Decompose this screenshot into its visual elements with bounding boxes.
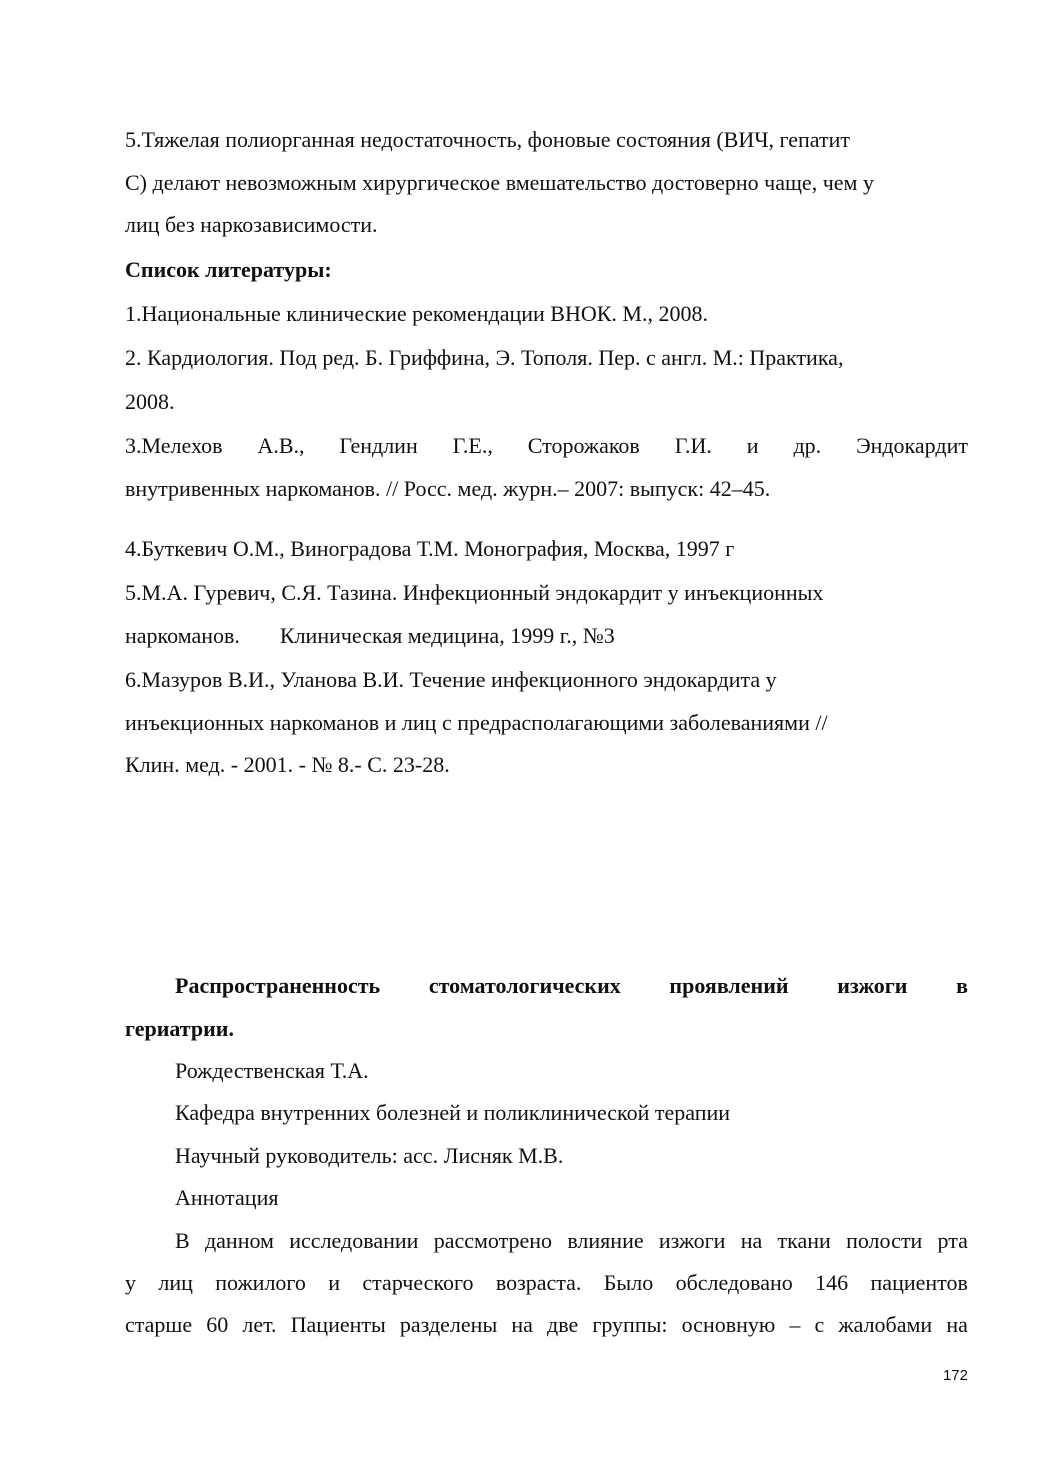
reference-5-line-1: 5.М.А. Гуревич, С.Я. Тазина. Инфекционный эндокардит у инъекционных (125, 580, 824, 605)
word: исследовании (289, 1228, 419, 1253)
word: В (175, 1228, 190, 1253)
word: старческого (362, 1270, 474, 1295)
word: на (511, 1312, 533, 1337)
article-title-line-2: гериатрии. (125, 1016, 234, 1041)
word: в (956, 973, 968, 998)
word: влияние (567, 1228, 644, 1253)
word: данном (204, 1228, 274, 1253)
reference-6-line-3: Клин. мед. - 2001. - № 8.- С. 23-28. (125, 752, 450, 777)
reference-4: 4.Буткевич О.М., Виноградова Т.М. Монография, Москва, 1997 г (125, 536, 735, 561)
word: Сторожаков (527, 433, 640, 458)
reference-6-line-1: 6.Мазуров В.И., Уланова В.И. Течение инфекционного эндокардита у (125, 667, 777, 692)
word: группы: (592, 1312, 668, 1337)
references-heading: Список литературы: (125, 257, 332, 282)
word: Эндокардит (856, 433, 968, 458)
word: с (814, 1312, 825, 1337)
word: старше (125, 1312, 193, 1337)
page-number: 172 (942, 1367, 968, 1384)
reference-2-line-1: 2. Кардиология. Под ред. Б. Гриффина, Э. Тополя. Пер. с англ. М.: Практика, (125, 345, 844, 370)
reference-5-journal: Клиническая медицина, 1999 г., №3 (279, 623, 615, 648)
reference-3-line-2: внутривенных наркоманов. // Росс. мед. журн.– 2007: выпуск: 42–45. (125, 476, 771, 501)
word: лиц (158, 1270, 193, 1295)
word: Было (603, 1270, 654, 1295)
annotation-line-3 (125, 1312, 968, 1338)
word: 3.Мелехов (125, 433, 223, 458)
word: разделены (399, 1312, 498, 1337)
word: ткани (777, 1228, 831, 1253)
word: жалобами (838, 1312, 933, 1337)
word: Г.И. (674, 433, 712, 458)
reference-2-line-2: 2008. (125, 389, 175, 414)
word: 60 (206, 1312, 229, 1337)
word: на (946, 1312, 968, 1337)
word: и (328, 1270, 341, 1295)
word: две (547, 1312, 579, 1337)
reference-1: 1.Национальные клинические рекомендации ВНОК. М., 2008. (125, 301, 708, 326)
word: возраста. (495, 1270, 582, 1295)
word: изжоги (658, 1228, 726, 1253)
word: основную (681, 1312, 776, 1337)
conclusion-item-5-line-1: 5.Тяжелая полиорганная недостаточность, фоновые состояния (ВИЧ, гепатит (125, 127, 850, 152)
reference-5-line-2 (125, 623, 615, 649)
word: Г.Е., (452, 433, 493, 458)
word: изжоги (837, 973, 908, 998)
reference-6-line-2: инъекционных наркоманов и лиц с предрасполагающими заболеваниями // (125, 710, 828, 735)
article-title-line-1 (175, 973, 968, 999)
word: А.В., (257, 433, 305, 458)
article-author: Рождественская Т.А. (175, 1058, 369, 1083)
conclusion-item-5-line-3: лиц без наркозависимости. (125, 212, 378, 237)
article-department: Кафедра внутренних болезней и поликлинической терапии (175, 1100, 731, 1125)
annotation-line-2 (125, 1270, 968, 1296)
word: рассмотрено (433, 1228, 553, 1253)
word: пациентов (870, 1270, 968, 1295)
word: Пациенты (290, 1312, 386, 1337)
word: у (125, 1270, 136, 1295)
word: и (746, 433, 759, 458)
word: 146 (815, 1270, 849, 1295)
word: Распространенность (175, 973, 381, 998)
word: – (789, 1312, 801, 1337)
reference-5-journal-prefix: наркоманов. (125, 623, 240, 648)
reference-3-line-1 (125, 433, 968, 459)
annotation-line-1 (175, 1228, 968, 1254)
conclusion-item-5-line-2: С) делают невозможным хирургическое вмешательство достоверно чаще, чем у (125, 170, 874, 195)
word: стоматологических (428, 973, 621, 998)
word: лет. (242, 1312, 277, 1337)
annotation-heading: Аннотация (175, 1185, 279, 1210)
word: на (740, 1228, 763, 1253)
word: полости (846, 1228, 923, 1253)
word: обследовано (675, 1270, 793, 1295)
article-supervisor: Научный руководитель: асс. Лисняк М.В. (175, 1143, 564, 1168)
word: др. (793, 433, 822, 458)
word: Гендлин (339, 433, 418, 458)
word: рта (937, 1228, 968, 1253)
word: проявлений (669, 973, 789, 998)
word: пожилого (215, 1270, 306, 1295)
